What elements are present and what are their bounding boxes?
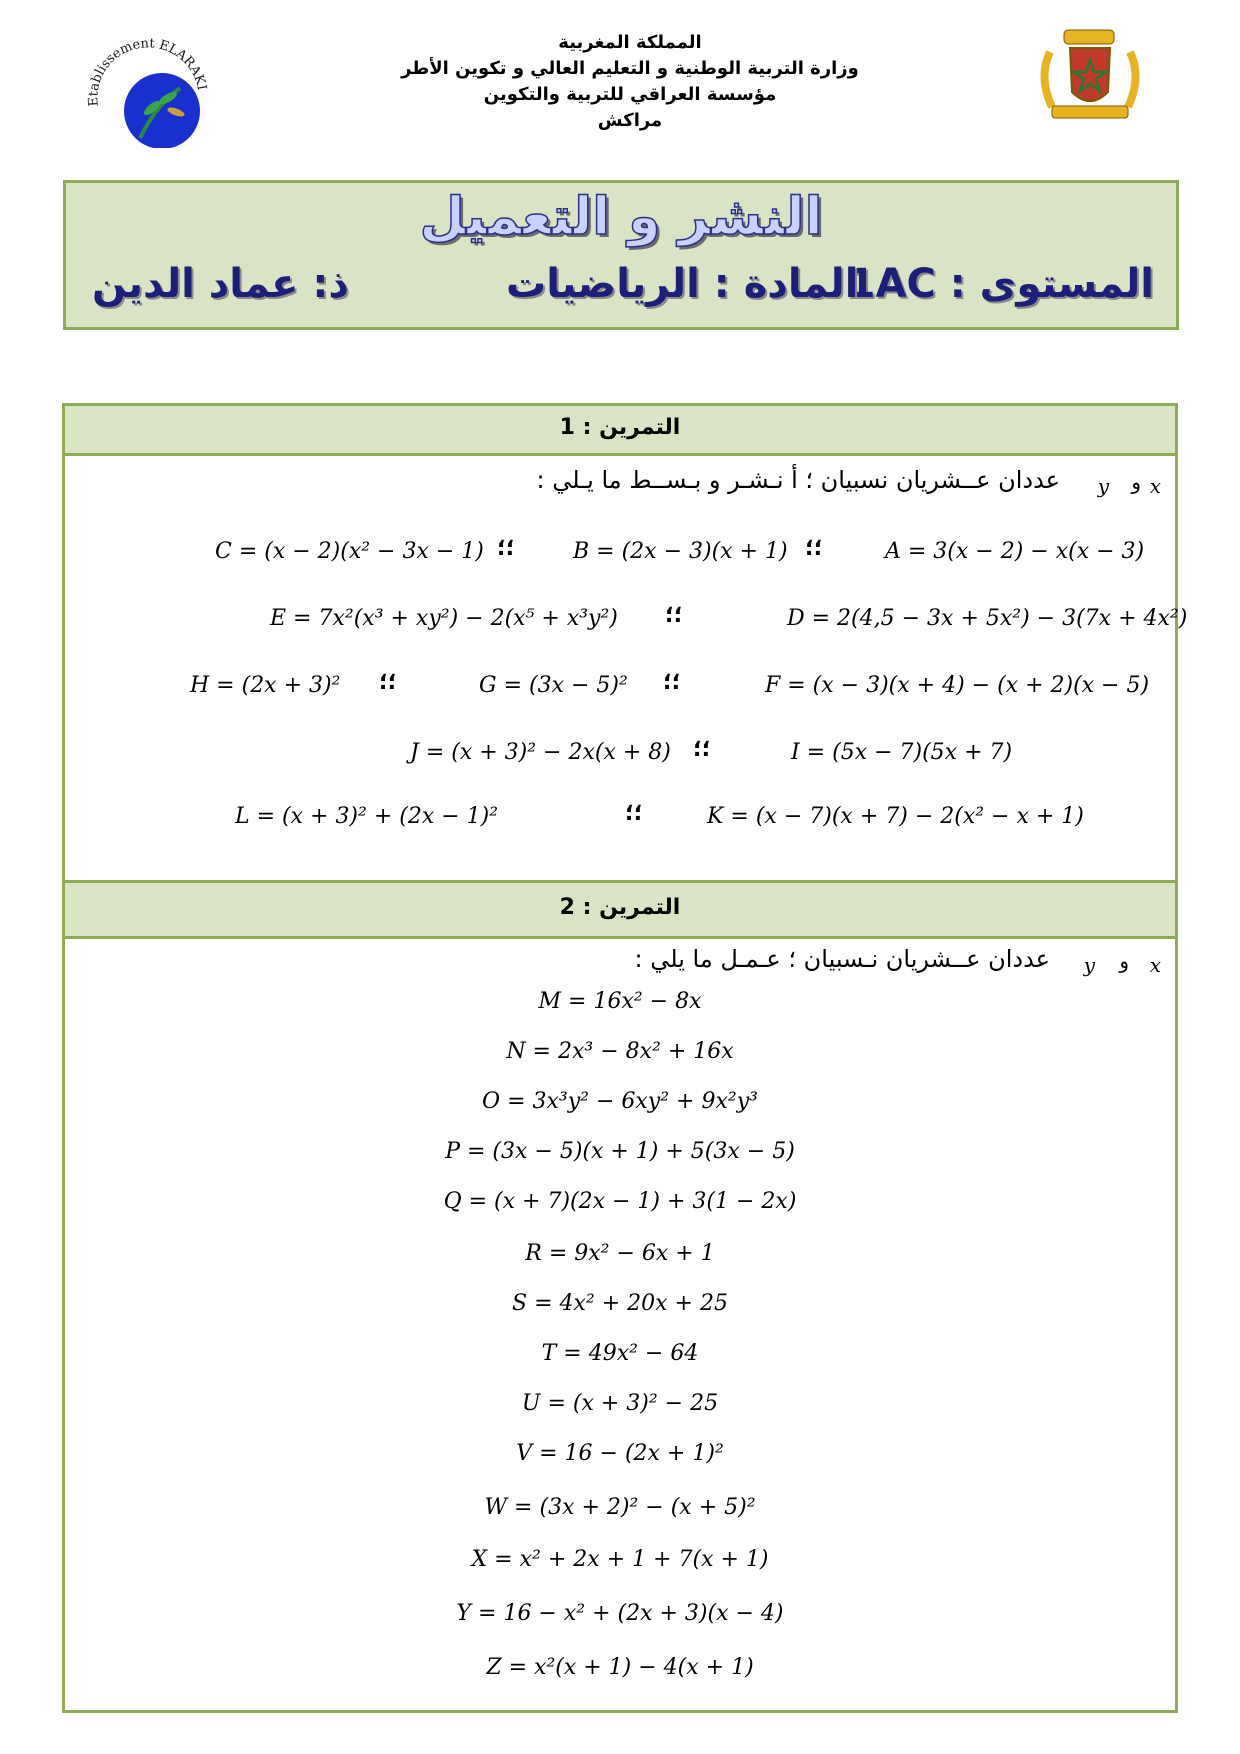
expression-w: W = (3x + 2)² − (x + 5)² (484, 1495, 756, 1520)
variable-x: x (1149, 953, 1161, 977)
factorization-list (65, 989, 1175, 1705)
expression-m: M = 16x² − 8x (538, 989, 702, 1014)
expression-z: Z = x²(x + 1) − 4(x + 1) (486, 1655, 754, 1680)
grade-level: المستوى : 1AC (847, 261, 1154, 307)
header-line-institution: مؤسسة العراقي للتربية والتكوين (483, 84, 777, 105)
expression-q: Q = (x + 7)(2x − 1) + 3(1 − 2x) (443, 1189, 797, 1214)
expression-l: L = (x + 3)² + (2x − 1)² (235, 804, 499, 829)
separator: ؛؛ (625, 801, 643, 826)
separator: ؛؛ (805, 536, 823, 561)
separator: ؛؛ (693, 737, 711, 762)
expression-k: K = (x − 7)(x + 7) − 2(x² − x + 1) (707, 804, 1084, 829)
expression-b: B = (2x − 3)(x + 1) (573, 539, 788, 564)
variable-x: x (1149, 474, 1161, 498)
expression-u: U = (x + 3)² − 25 (521, 1391, 719, 1416)
expression-i: I = (5x − 7)(5x + 7) (791, 740, 1013, 765)
expression-d: D = 2(4,5 − 3x + 5x²) − 3(7x + 4x²) (787, 606, 1188, 631)
expression-s: S = 4x² + 20x + 25 (512, 1291, 728, 1316)
variable-y: y (1083, 953, 1095, 977)
school-logo (80, 28, 210, 148)
separator: ؛؛ (379, 670, 397, 695)
separator: ؛؛ (665, 603, 683, 628)
expression-a: A = 3(x − 2) − x(x − 3) (885, 539, 1145, 564)
expression-o: O = 3x³y² − 6xy² + 9x²y³ (482, 1089, 758, 1114)
teacher-name: ذ: عماد الدين (92, 261, 349, 307)
conjunction: و (1131, 470, 1141, 494)
variable-y: y (1097, 474, 1109, 498)
header-line-city: مراكش (597, 110, 663, 131)
title-banner (63, 180, 1179, 330)
separator: ؛؛ (497, 536, 515, 561)
expression-c: C = (x − 2)(x² − 3x − 1) (215, 539, 484, 564)
expression-y: Y = 16 − x² + (2x + 3)(x − 4) (456, 1601, 784, 1626)
expression-r: R = 9x² − 6x + 1 (525, 1241, 715, 1266)
expression-e: E = 7x²(x³ + xy²) − 2(x⁵ + x³y²) (270, 606, 618, 631)
exercise-2-heading: التمرين : 2 (65, 883, 1175, 939)
expression-f: F = (x − 3)(x + 4) − (x + 2)(x − 5) (765, 673, 1150, 698)
expression-x: X = x² + 2x + 1 + 7(x + 1) (471, 1547, 769, 1572)
exercise-1-instruction: عددان عــشريان نسبيان ؛ أ نـشـر و بـســط ما يـلي : (536, 466, 1060, 494)
separator: ؛؛ (663, 670, 681, 695)
subject: المادة : الرياضيات (506, 261, 859, 307)
header-line-ministry: وزارة التربية الوطنية و التعليم العالي و تكوين الأطر (401, 58, 859, 79)
school-logo-text: Etablissement ELARAKI (86, 36, 209, 107)
exercise-1-heading: التمرين : 1 (65, 406, 1175, 456)
document-title: النشر و التعميل (419, 187, 823, 247)
exercise-2-instruction: عددان عــشريان نـسبيان ؛ عـمـل ما يلي : (634, 945, 1050, 973)
exercise-2 (62, 880, 1178, 1713)
expression-h: H = (2x + 3)² (190, 673, 341, 698)
expression-p: P = (3x − 5)(x + 1) + 5(3x − 5) (445, 1139, 795, 1164)
institution-header (380, 30, 880, 134)
expression-j: J = (x + 3)² − 2x(x + 8) (410, 740, 671, 765)
header-line-kingdom: المملكة المغربية (558, 32, 702, 53)
conjunction: و (1119, 949, 1129, 973)
expression-g: G = (3x − 5)² (479, 673, 628, 698)
exercise-1 (62, 403, 1188, 883)
royal-emblem-icon (1030, 22, 1150, 132)
expression-t: T = 49x² − 64 (541, 1341, 699, 1366)
expression-n: N = 2x³ − 8x² + 16x (506, 1039, 734, 1064)
expression-v: V = 16 − (2x + 1)² (516, 1441, 724, 1466)
